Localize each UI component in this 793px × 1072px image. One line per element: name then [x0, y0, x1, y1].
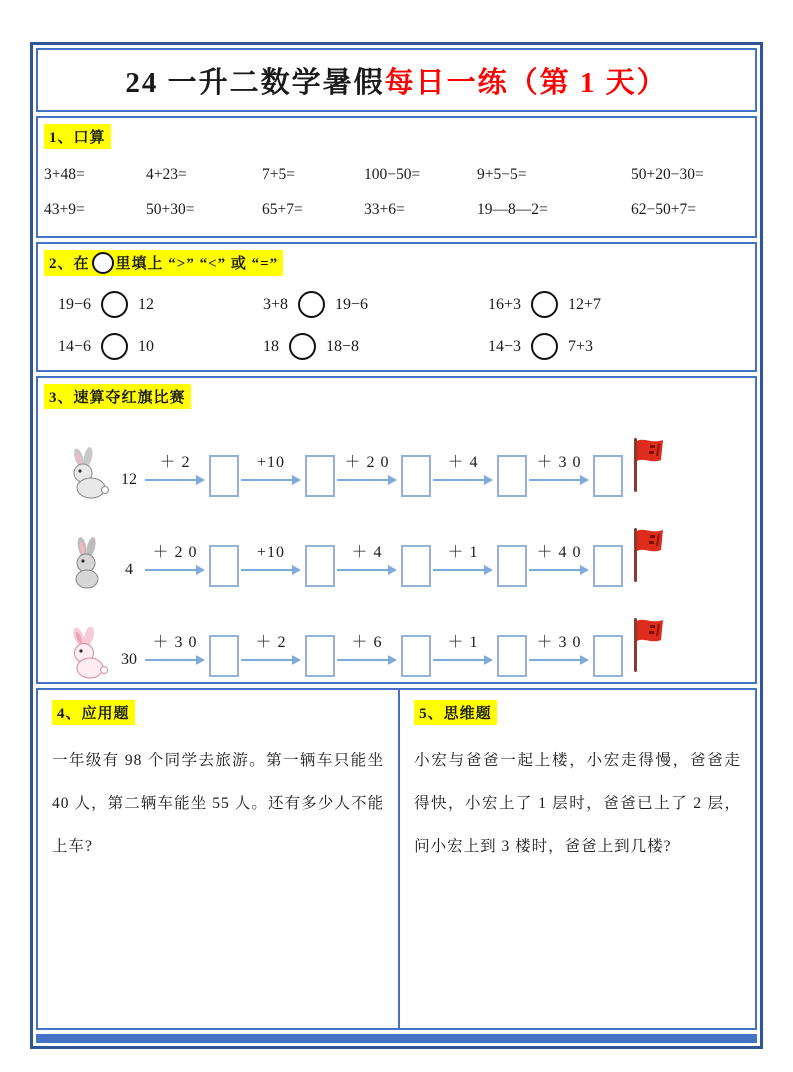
answer-box[interactable]	[305, 455, 335, 497]
word-problem-text: 一年级有 98 个同学去旅游。第一辆车只能坐 40 人，第二辆车能坐 55 人。还有多少人不能上车?	[52, 752, 385, 855]
page-title-red: 每日一练（第 1 天）	[384, 66, 668, 99]
math-problem: 65+7=	[262, 201, 303, 218]
math-problem: 9+5−5=	[477, 166, 527, 183]
math-problem: 19—8—2=	[477, 201, 548, 218]
race-row-2	[38, 513, 755, 589]
operation-label: +10	[256, 544, 286, 561]
answer-box[interactable]	[209, 635, 239, 677]
section-compare	[36, 242, 757, 372]
bottom-border-bar	[36, 1034, 757, 1043]
answer-box[interactable]	[593, 455, 623, 497]
rabbit-icon	[60, 537, 114, 589]
red-flag-icon	[630, 526, 664, 589]
comparison-item	[263, 333, 488, 360]
left-expression: 14−3	[488, 337, 522, 355]
page-title	[125, 60, 667, 101]
race-step	[144, 543, 240, 589]
arrow-right-icon	[241, 653, 301, 665]
comparison-item	[263, 291, 488, 318]
math-problem: 50+30=	[146, 201, 195, 218]
comparison-circle[interactable]	[531, 291, 558, 318]
arrow-right-icon	[433, 563, 493, 575]
operation-label: ＋ 2	[159, 454, 191, 471]
start-number: 30	[121, 651, 137, 668]
race-step	[432, 543, 528, 589]
arrow-right-icon	[145, 473, 205, 485]
comparison-circle[interactable]	[101, 333, 128, 360]
thinking-problem-text: 小宏与爸爸一起上楼，小宏走得慢，爸爸走得快，小宏上了 1 层时，爸爸已上了 2 层，问小宏上到 3 楼时，爸爸上到几楼?	[414, 752, 741, 855]
answer-box[interactable]	[305, 545, 335, 587]
section-oral-calculation	[36, 116, 757, 238]
start-number: 12	[121, 471, 137, 488]
section5-label: 5、思维题	[414, 700, 497, 725]
arrow-right-icon	[433, 473, 493, 485]
arrow-right-icon	[529, 473, 589, 485]
section3-label: 3、速算夺红旗比赛	[44, 384, 191, 409]
oral-calc-row-2	[38, 201, 755, 219]
math-problem: 100−50=	[364, 166, 421, 183]
operation-label: ＋ 1	[447, 544, 479, 561]
section2-label-prefix: 2、在	[49, 256, 90, 272]
answer-box[interactable]	[401, 635, 431, 677]
comparison-item	[58, 333, 263, 360]
compare-row-1	[38, 291, 755, 318]
race-step	[528, 453, 624, 499]
rabbit-icon	[60, 627, 114, 679]
operation-label: ＋ 6	[351, 634, 383, 651]
right-expression: 12+7	[568, 295, 602, 313]
answer-box[interactable]	[305, 635, 335, 677]
compare-row-2	[38, 333, 755, 360]
section2-label-suffix: 里填上 “>” “<” 或 “=”	[115, 256, 279, 272]
right-expression: 7+3	[568, 337, 594, 355]
section1-label: 1、口算	[44, 124, 111, 149]
math-problem: 7+5=	[262, 166, 295, 183]
comparison-circle[interactable]	[531, 333, 558, 360]
race-step	[336, 543, 432, 589]
page-title-black: 24 一升二数学暑假	[125, 66, 385, 99]
arrow-right-icon	[337, 563, 397, 575]
math-problem: 3+48=	[44, 166, 85, 183]
operation-label: ＋ 2 0	[152, 544, 198, 561]
comparison-circle[interactable]	[101, 291, 128, 318]
answer-box[interactable]	[209, 455, 239, 497]
arrow-right-icon	[145, 653, 205, 665]
operation-label: ＋ 4	[351, 544, 383, 561]
answer-box[interactable]	[593, 635, 623, 677]
oral-calc-row-1	[38, 166, 755, 184]
arrow-right-icon	[337, 473, 397, 485]
math-problem: 33+6=	[364, 201, 405, 218]
rabbit-icon	[60, 447, 114, 499]
arrow-right-icon	[529, 653, 589, 665]
race-step	[432, 633, 528, 679]
operation-label: ＋ 2	[255, 634, 287, 651]
arrow-right-icon	[241, 563, 301, 575]
race-step	[240, 633, 336, 679]
left-expression: 18	[263, 337, 279, 355]
race-step	[144, 633, 240, 679]
arrow-right-icon	[529, 563, 589, 575]
operation-label: ＋ 3 0	[152, 634, 198, 651]
math-problem: 43+9=	[44, 201, 85, 218]
title-section	[36, 48, 757, 112]
circle-icon	[92, 252, 114, 274]
red-flag-icon	[630, 616, 664, 679]
operation-label: ＋ 4 0	[536, 544, 582, 561]
right-expression: 12	[138, 295, 155, 313]
answer-box[interactable]	[497, 545, 527, 587]
answer-box[interactable]	[209, 545, 239, 587]
arrow-right-icon	[145, 563, 205, 575]
operation-label: ＋ 2 0	[344, 454, 390, 471]
operation-label: ＋ 3 0	[536, 634, 582, 651]
answer-box[interactable]	[497, 455, 527, 497]
answer-box[interactable]	[401, 545, 431, 587]
race-row-1	[38, 423, 755, 499]
arrow-right-icon	[241, 473, 301, 485]
math-problem: 50+20−30=	[631, 166, 704, 183]
comparison-circle[interactable]	[289, 333, 316, 360]
comparison-item	[488, 333, 755, 360]
race-step	[336, 633, 432, 679]
bottom-sections	[36, 688, 757, 1030]
answer-box[interactable]	[497, 635, 527, 677]
section4-label: 4、应用题	[52, 700, 135, 725]
math-problem: 62−50+7=	[631, 201, 696, 218]
answer-box[interactable]	[401, 455, 431, 497]
section-word-problem	[38, 690, 400, 1028]
race-step	[240, 543, 336, 589]
right-expression: 18−8	[326, 337, 360, 355]
comparison-item	[58, 291, 263, 318]
race-step	[336, 453, 432, 499]
race-step	[528, 633, 624, 679]
start-number: 4	[125, 561, 133, 578]
right-expression: 10	[138, 337, 155, 355]
comparison-circle[interactable]	[298, 291, 325, 318]
race-step	[432, 453, 528, 499]
right-expression: 19−6	[335, 295, 369, 313]
section-thinking-problem	[400, 690, 755, 1028]
arrow-right-icon	[433, 653, 493, 665]
race-row-3	[38, 603, 755, 679]
arrow-right-icon	[337, 653, 397, 665]
operation-label: +10	[256, 454, 286, 471]
section-flag-race	[36, 376, 757, 684]
comparison-item	[488, 291, 755, 318]
operation-label: ＋ 3 0	[536, 454, 582, 471]
operation-label: ＋ 1	[447, 634, 479, 651]
left-expression: 14−6	[58, 337, 92, 355]
math-problem: 4+23=	[146, 166, 187, 183]
left-expression: 19−6	[58, 295, 92, 313]
operation-label: ＋ 4	[447, 454, 479, 471]
section2-label	[44, 250, 283, 276]
answer-box[interactable]	[593, 545, 623, 587]
race-step	[240, 453, 336, 499]
race-step	[144, 453, 240, 499]
worksheet-page	[30, 42, 763, 1049]
race-step	[528, 543, 624, 589]
left-expression: 3+8	[263, 295, 289, 313]
red-flag-icon	[630, 436, 664, 499]
left-expression: 16+3	[488, 295, 522, 313]
